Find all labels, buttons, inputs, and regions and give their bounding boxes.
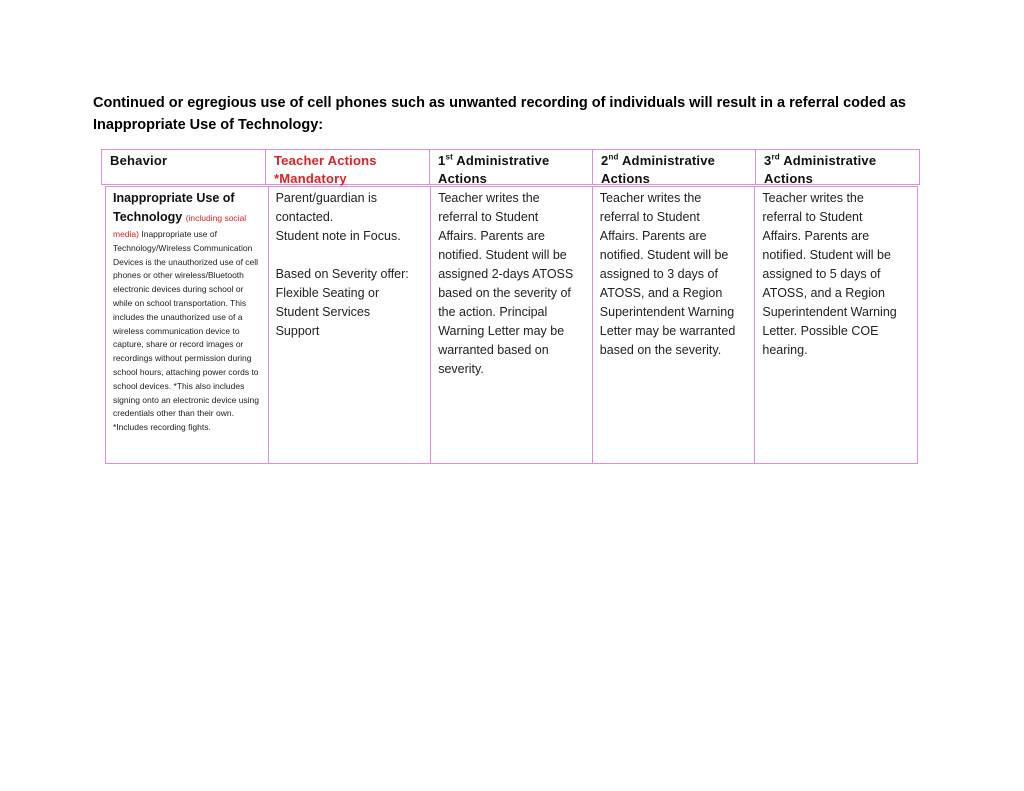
- behavior-note-1: (including social: [185, 213, 247, 223]
- header-teacher-actions: [266, 150, 430, 184]
- behavior-title-line1: Inappropriate Use of: [113, 191, 235, 205]
- teacher-actions-2: Based on Severity offer: Flexible Seating or Student Services Support: [275, 267, 409, 338]
- admin-1-text: Teacher writes the referral to Student Affairs. Parents are notified. Student will be assigned 2-days ATOSS based on the severity of the action. Principal Warning Letter may be warranted based on severity.: [438, 191, 574, 376]
- header-admin1-title: Administrative: [456, 153, 550, 168]
- header-admin2-actions: Actions: [601, 171, 651, 186]
- cell-behavior: [106, 187, 269, 463]
- header-admin3-title: Administrative: [783, 153, 877, 168]
- header-admin2-title: Administrative: [621, 153, 716, 168]
- behavior-title-line2: Technology: [113, 210, 183, 224]
- header-admin3-actions: Actions: [764, 171, 814, 186]
- header-teacher-line2: *Mandatory: [274, 171, 347, 186]
- cell-admin-3: [755, 187, 917, 463]
- header-admin1-num: 1: [438, 153, 446, 168]
- header-admin-2: [593, 150, 756, 184]
- intro-paragraph: Continued or egregious use of cell phones such as unwanted recording of individuals will result in a referral coded as Inappropriate Use of Technology:: [93, 95, 906, 133]
- header-admin2-num: 2: [601, 153, 609, 168]
- header-behavior: Behavior: [102, 150, 266, 184]
- header-admin-1: [430, 150, 593, 184]
- header-admin1-actions: Actions: [438, 171, 488, 186]
- header-admin-3: [756, 150, 919, 184]
- cell-admin-2: [593, 187, 756, 463]
- teacher-actions-1: Parent/guardian is contacted. Student note in Focus.: [275, 191, 401, 243]
- admin-2-text: Teacher writes the referral to Student Affairs. Parents are notified. Student will be assigned to 3 days of ATOSS, and a Region Superintendent Warning Letter may be warranted based on the severity.: [599, 191, 736, 357]
- header-admin2-sup: nd: [608, 152, 619, 162]
- cell-admin-1: [431, 187, 593, 463]
- behavior-note-2: media): [113, 229, 139, 239]
- header-admin3-sup: rd: [771, 152, 780, 162]
- header-admin3-num: 3: [764, 153, 772, 168]
- behavior-description: Inappropriate use of Technology/Wireless Communication Devices is the unauthorized use of cell phones or other wireless/Bluetooth electronic devices during school or while on school transportation. This includes the unauthorized use of a wireless communication device to capture, share or record images or recordings without permission during school hours, attaching power cords to school devices. *This also includes signing onto an electronic device using credentials other than their own. *Includes recording fights.: [113, 229, 260, 433]
- admin-3-text: Teacher writes the referral to Student Affairs. Parents are notified. Student will be assigned to 5 days of ATOSS, and a Region Superintendent Warning Letter. Possible COE hearing.: [762, 191, 897, 357]
- table-body: [105, 186, 918, 464]
- cell-teacher-actions: [269, 187, 432, 463]
- header-admin1-sup: st: [445, 152, 453, 162]
- table-header: [101, 149, 920, 185]
- header-teacher-line1: Teacher Actions: [274, 153, 377, 168]
